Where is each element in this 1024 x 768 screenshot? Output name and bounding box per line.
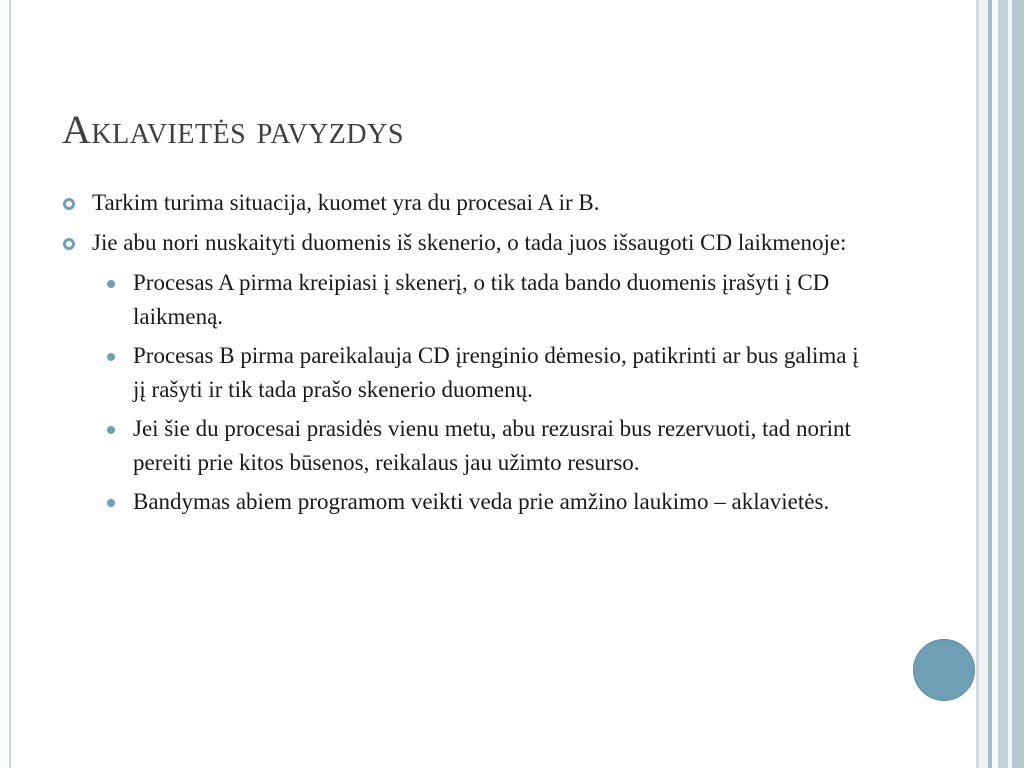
sub-bullet-item [60,485,860,519]
right-stripe [979,0,988,768]
sub-bullet-text: Procesas A pirma kreipiasi į skenerį, o tik tada bando duomenis įrašyti į CD laikmeną. [133,270,830,329]
decorative-circle [913,639,975,701]
sub-bullet-text: Jei šie du procesai prasidės vienu metu, abu rezusrai bus rezervuoti, tad norint pereiti prie kitos būsenos, reikalaus jau užimto resurso. [133,416,851,475]
ring-bullet-icon [63,238,75,250]
bullet-item [60,186,860,220]
right-stripe [1012,0,1024,768]
sub-bullet-item [60,412,860,480]
sub-bullet-item [60,339,860,407]
bullet-item [60,226,860,260]
slide-content [60,186,860,524]
dot-bullet-icon [107,280,115,288]
sub-bullet-text: Procesas B pirma pareikalauja CD įrenginio dėmesio, patikrinti ar bus galima į jį rašyti ir tik tada prašo skenerio duomenų. [133,343,859,402]
sub-bullet-text: Bandymas abiem programom veikti veda prie amžino laukimo – aklavietės. [133,489,830,514]
left-border-line [9,0,11,768]
sub-bullet-item [60,266,860,334]
dot-bullet-icon [107,499,115,507]
bullet-text: Tarkim turima situacija, kuomet yra du procesai A ir B. [92,190,600,215]
slide-title: Aklavietės pavyzdys [62,107,404,152]
dot-bullet-icon [107,353,115,361]
right-stripe [998,0,1008,768]
dot-bullet-icon [107,426,115,434]
ring-bullet-icon [63,198,75,210]
bullet-text: Jie abu nori nuskaityti duomenis iš skenerio, o tada juos išsaugoti CD laikmenoje: [92,230,847,255]
